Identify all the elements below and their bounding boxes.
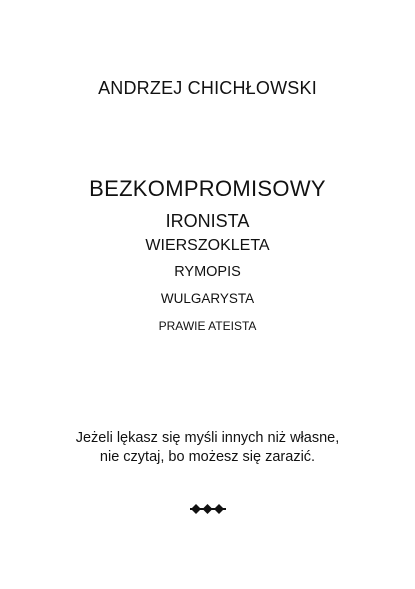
book-title: BEZKOMPROMISOWY xyxy=(89,176,326,201)
subtitle-1: IRONISTA xyxy=(165,211,250,231)
subtitle-4: WULGARYSTA xyxy=(160,291,255,306)
epigraph xyxy=(0,429,415,467)
publisher-logo-icon xyxy=(190,503,226,515)
author-name: ANDRZEJ CHICHŁOWSKI xyxy=(98,78,317,98)
subtitle-2: WIERSZOKLETA xyxy=(145,237,270,254)
epigraph-line-1: Jeżeli lękasz się myśli innych niż własne, xyxy=(75,430,340,446)
subtitle-3: RYMOPIS xyxy=(174,264,241,280)
subtitle-5: PRAWIE ATEISTA xyxy=(158,319,257,333)
epigraph-line-2: nie czytaj, bo możesz się zarazić. xyxy=(99,449,316,465)
